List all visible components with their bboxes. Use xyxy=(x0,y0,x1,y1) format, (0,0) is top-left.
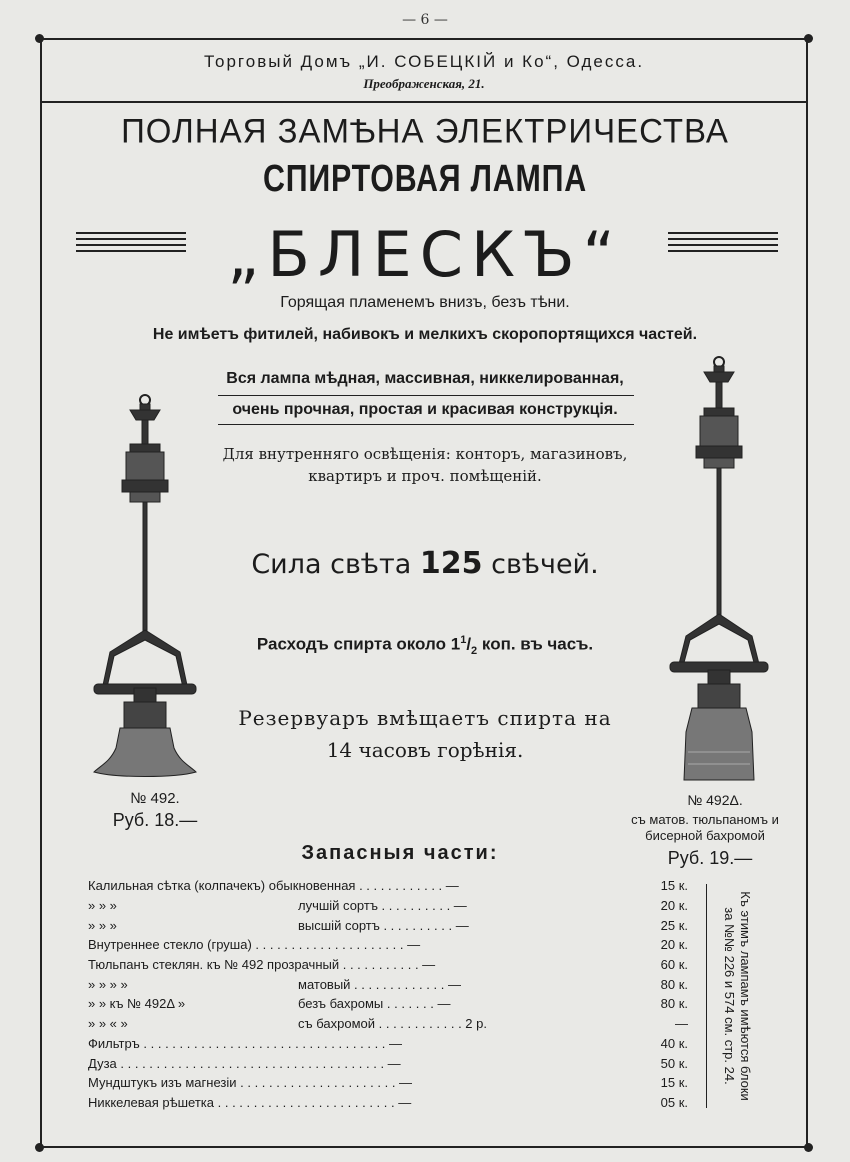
consumption-numerator: 1 xyxy=(460,634,467,646)
part-name: » » къ № 492Δ » xyxy=(88,996,186,1012)
corner-dot xyxy=(35,34,44,43)
part-variant: высшій сортъ . . . . . . . . . . — xyxy=(298,917,469,933)
part-name: Калильная сѣтка (колпачекъ) обыкновенная . . . . . . . . . . . . — xyxy=(88,878,459,894)
part-price: 80 к. xyxy=(660,996,688,1012)
part-price: — xyxy=(675,1016,688,1032)
part-name: Тюльпанъ стеклян. къ № 492 прозрачный . . . . . . . . . . . — xyxy=(88,957,436,973)
corner-dot xyxy=(804,34,813,43)
lamp-492d-desc-line1: съ матов. тюльпаномъ и xyxy=(631,812,779,827)
part-price: 15 к. xyxy=(660,878,688,894)
part-variant: матовый . . . . . . . . . . . . . — xyxy=(298,976,461,992)
table-row xyxy=(88,915,688,935)
spares-table xyxy=(88,876,688,1112)
light-power-value: 125 xyxy=(419,546,483,581)
ad-headline: ПОЛНАЯ ЗАМѢНА ЭЛЕКТРИЧЕСТВА xyxy=(121,111,729,150)
brand-name: „БЛЕСКЪ“ xyxy=(227,218,623,291)
consumption-suffix: коп. въ часъ. xyxy=(481,634,594,654)
decorative-rules-left xyxy=(76,232,186,256)
part-price: 50 к. xyxy=(660,1055,688,1071)
lamp-492d-desc-line2: бисерной бахромой xyxy=(645,828,765,843)
usage-line2: квартиръ и проч. помѣщеній. xyxy=(308,467,542,485)
spirit-consumption: Расходъ спирта около $1^1/_2$ коп. въ часъ. xyxy=(256,634,594,658)
feature-material-line1: Вся лампа мѣдная, массивная, никкелированная, xyxy=(226,370,624,387)
part-name: Мундштукъ изъ магнезіи . . . . . . . . . . . . . . . . . . . . . . — xyxy=(88,1075,413,1091)
side-note-text: Къ этимъ лампамъ имѣются блоки за №№ 226 и 574 см. стр. 24. xyxy=(722,891,753,1101)
part-price: 20 к. xyxy=(660,898,688,914)
lamp-492d-number: № 492Δ. xyxy=(687,792,743,808)
part-name: Внутреннее стекло (груша) . . . . . . . . . . . . . . . . . . . . . — xyxy=(88,937,421,953)
table-row xyxy=(88,1034,688,1054)
spares-title: Запасныя части: xyxy=(301,842,499,864)
lamp-492-price: Руб. 18.— xyxy=(112,810,198,830)
lamp-492-number: № 492. xyxy=(130,790,180,807)
lamp-492-illustration xyxy=(80,390,210,790)
table-row xyxy=(88,876,688,896)
decorative-rules-right xyxy=(668,232,778,256)
consumption-whole: 1 xyxy=(450,634,461,654)
part-name: » » » xyxy=(88,917,117,933)
table-row xyxy=(88,974,688,994)
corner-dot xyxy=(35,1143,44,1152)
table-row xyxy=(88,1073,688,1093)
table-row xyxy=(88,1093,688,1113)
table-row xyxy=(88,955,688,975)
table-row xyxy=(88,994,688,1014)
part-name: Никкелевая рѣшетка . . . . . . . . . . . . . . . . . . . . . . . . . — xyxy=(88,1094,412,1110)
part-name: » » » » xyxy=(88,976,128,992)
light-power xyxy=(120,546,730,581)
part-name: Дуза . . . . . . . . . . . . . . . . . . . . . . . . . . . . . . . . . . . . . — xyxy=(88,1055,401,1071)
reservoir-line1: Резервуаръ вмѣщаетъ спирта на xyxy=(238,706,612,730)
company-address: Преображенская, 21. xyxy=(363,76,485,91)
tagline: Горящая пламенемъ внизъ, безъ тѣни. xyxy=(280,294,570,311)
feature-no-wicks: Не имѣетъ фитилей, набивокъ и мелкихъ скоропортящихся частей. xyxy=(152,326,698,343)
part-name: Фильтръ . . . . . . . . . . . . . . . . . . . . . . . . . . . . . . . . . . — xyxy=(88,1035,403,1051)
part-variant: лучшій сортъ . . . . . . . . . . — xyxy=(298,898,467,914)
table-row xyxy=(88,896,688,916)
usage-line1: Для внутренняго освѣщенія: конторъ, магазиновъ, xyxy=(222,445,628,463)
table-row xyxy=(88,1014,688,1034)
lamp-492d-price: Руб. 19.— xyxy=(667,848,753,868)
consumption-denominator: 2 xyxy=(471,645,478,658)
part-name: » » » xyxy=(88,898,117,914)
underline xyxy=(218,424,634,425)
ad-subheadline: СПИРТОВАЯ ЛАМПА xyxy=(262,158,588,200)
part-price: 40 к. xyxy=(660,1035,688,1051)
table-row xyxy=(88,935,688,955)
light-power-suffix: свѣчей. xyxy=(491,549,599,580)
underline xyxy=(218,395,634,396)
part-name: » » « » xyxy=(88,1016,128,1032)
part-variant: съ бахромой . . . . . . . . . . . . 2 р. xyxy=(298,1016,487,1032)
corner-dot xyxy=(804,1143,813,1152)
reservoir-line2: 14 часовъ горѣнія. xyxy=(326,738,524,762)
header-divider xyxy=(42,101,806,103)
part-price: 15 к. xyxy=(660,1075,688,1091)
light-power-prefix: Сила свѣта xyxy=(251,549,412,580)
consumption-prefix: Расходъ спирта около xyxy=(256,634,446,654)
lamp-492d-illustration xyxy=(654,352,784,792)
part-price: 60 к. xyxy=(660,957,688,973)
feature-material-line2: очень прочная, простая и красивая конструкція. xyxy=(232,401,618,418)
part-variant: безъ бахромы . . . . . . . — xyxy=(298,996,451,1012)
part-price: 05 к. xyxy=(660,1094,688,1110)
side-note xyxy=(706,884,768,1108)
part-price: 25 к. xyxy=(660,917,688,933)
part-price: 20 к. xyxy=(660,937,688,953)
page-number: — 6 — xyxy=(402,12,448,28)
part-price: 80 к. xyxy=(660,976,688,992)
table-row xyxy=(88,1053,688,1073)
company-name: Торговый Домъ „И. СОБЕЦКІЙ и Ко“, Одесса. xyxy=(203,52,645,71)
